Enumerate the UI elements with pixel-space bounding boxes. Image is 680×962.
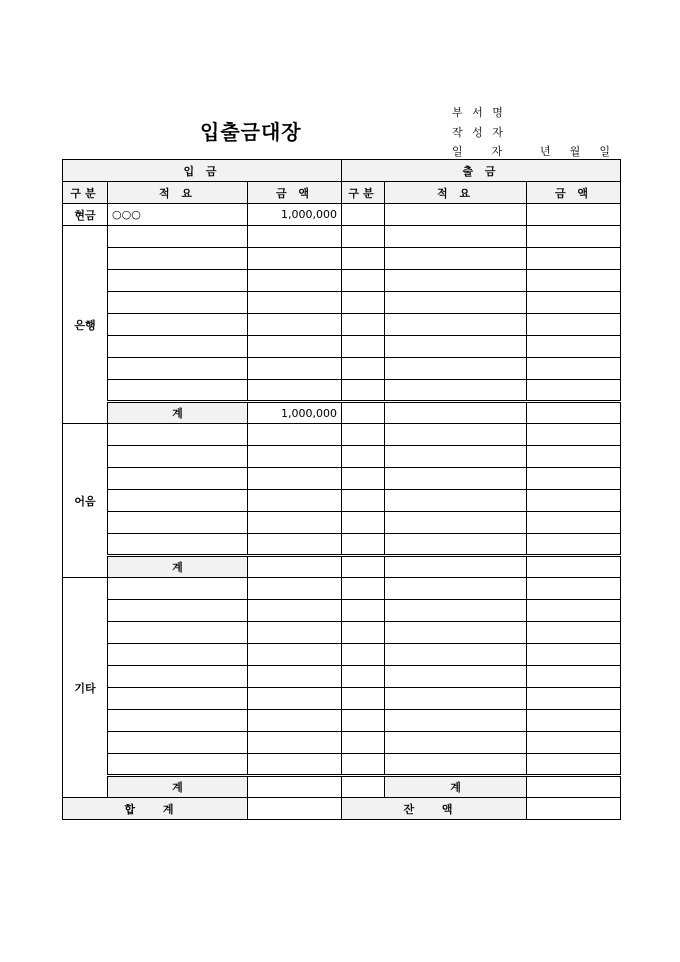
cell[interactable] <box>385 204 527 226</box>
cell[interactable] <box>342 644 385 666</box>
cell[interactable] <box>108 578 248 600</box>
cell[interactable] <box>108 754 248 776</box>
cell[interactable] <box>342 424 385 446</box>
table-row <box>63 490 621 512</box>
cell[interactable] <box>248 336 342 358</box>
cell[interactable] <box>385 754 527 776</box>
table-row <box>63 248 621 270</box>
cash-summary[interactable]: ○○○ <box>108 204 248 226</box>
cell[interactable] <box>248 666 342 688</box>
cell[interactable] <box>342 490 385 512</box>
cell[interactable] <box>527 270 621 292</box>
cell[interactable] <box>385 468 527 490</box>
section-header-row <box>63 160 621 182</box>
cell[interactable] <box>248 710 342 732</box>
cell[interactable] <box>108 292 248 314</box>
cell[interactable] <box>342 710 385 732</box>
income-amount-header: 금 액 <box>248 182 342 204</box>
cell[interactable] <box>527 424 621 446</box>
cash-row <box>63 204 621 226</box>
table-row <box>63 754 621 776</box>
cell[interactable] <box>108 314 248 336</box>
cell[interactable] <box>248 446 342 468</box>
cell[interactable] <box>342 446 385 468</box>
cell[interactable] <box>342 270 385 292</box>
table-row <box>63 512 621 534</box>
table-row <box>63 666 621 688</box>
table-row <box>63 534 621 556</box>
cell[interactable] <box>527 710 621 732</box>
cell[interactable] <box>108 424 248 446</box>
bank-sum-amount[interactable]: 1,000,000 <box>248 402 342 424</box>
cell[interactable] <box>108 666 248 688</box>
cell[interactable] <box>527 754 621 776</box>
cell[interactable] <box>248 270 342 292</box>
cell[interactable] <box>527 512 621 534</box>
cell[interactable] <box>248 424 342 446</box>
cell[interactable] <box>342 688 385 710</box>
cell[interactable] <box>342 402 385 424</box>
cell[interactable] <box>342 358 385 380</box>
cell[interactable] <box>108 688 248 710</box>
cell[interactable] <box>248 754 342 776</box>
cell[interactable] <box>108 710 248 732</box>
cell[interactable] <box>385 512 527 534</box>
cell[interactable] <box>248 490 342 512</box>
cell[interactable] <box>248 688 342 710</box>
cell[interactable] <box>108 534 248 556</box>
cell[interactable] <box>527 578 621 600</box>
cell[interactable] <box>248 644 342 666</box>
cell[interactable] <box>248 556 342 578</box>
cell[interactable] <box>248 600 342 622</box>
income-category-header: 구분 <box>63 182 108 204</box>
cell[interactable] <box>527 666 621 688</box>
cell[interactable] <box>385 600 527 622</box>
cell[interactable] <box>385 226 527 248</box>
cell[interactable] <box>108 446 248 468</box>
cell[interactable] <box>248 776 342 798</box>
table-row <box>63 358 621 380</box>
cell[interactable] <box>385 424 527 446</box>
cell[interactable] <box>248 358 342 380</box>
expense-amount-header: 금 액 <box>527 182 621 204</box>
expense-summary-header: 적 요 <box>385 182 527 204</box>
cell[interactable] <box>342 248 385 270</box>
cell[interactable] <box>385 710 527 732</box>
cell[interactable] <box>248 292 342 314</box>
cell[interactable] <box>385 446 527 468</box>
cell[interactable] <box>385 732 527 754</box>
month-label: 월 <box>569 145 581 158</box>
table-row <box>63 732 621 754</box>
cell[interactable] <box>527 468 621 490</box>
cell[interactable] <box>385 556 527 578</box>
cell[interactable] <box>385 644 527 666</box>
bank-subtotal-row <box>63 402 621 424</box>
cell[interactable] <box>527 314 621 336</box>
table-row <box>63 578 621 600</box>
cell[interactable] <box>527 622 621 644</box>
cell[interactable] <box>527 688 621 710</box>
table-row <box>63 424 621 446</box>
bill-sum-label: 계 <box>108 556 248 578</box>
balance-amount[interactable] <box>527 798 621 820</box>
table-row <box>63 270 621 292</box>
cell[interactable] <box>342 336 385 358</box>
cell[interactable] <box>342 754 385 776</box>
bill-label: 어음 <box>63 424 108 578</box>
expense-category-header: 구분 <box>342 182 385 204</box>
cash-amount[interactable]: 1,000,000 <box>248 204 342 226</box>
cell[interactable] <box>248 226 342 248</box>
cell[interactable] <box>108 490 248 512</box>
cell[interactable] <box>342 600 385 622</box>
income-summary-header: 적 요 <box>108 182 248 204</box>
cell[interactable] <box>108 380 248 402</box>
total-label: 합 계 <box>63 798 248 820</box>
table-row <box>63 446 621 468</box>
cell[interactable] <box>248 512 342 534</box>
cell[interactable] <box>248 534 342 556</box>
income-header: 입 금 <box>63 160 342 182</box>
table-row <box>63 380 621 402</box>
year-label: 년 <box>540 145 551 158</box>
cell[interactable] <box>108 226 248 248</box>
table-row <box>63 468 621 490</box>
cell[interactable] <box>248 732 342 754</box>
cell[interactable] <box>108 270 248 292</box>
author-label: 작 성 자 <box>452 126 506 139</box>
table-row <box>63 314 621 336</box>
cell[interactable] <box>248 622 342 644</box>
cell[interactable] <box>342 556 385 578</box>
cell[interactable] <box>342 204 385 226</box>
cell[interactable] <box>385 292 527 314</box>
date-fields <box>540 143 610 159</box>
cell[interactable] <box>527 490 621 512</box>
cell[interactable] <box>108 644 248 666</box>
cell[interactable] <box>342 292 385 314</box>
etc-label: 기타 <box>63 578 108 798</box>
cell[interactable] <box>248 314 342 336</box>
cell[interactable] <box>108 468 248 490</box>
cell[interactable] <box>385 688 527 710</box>
table-row <box>63 622 621 644</box>
bank-sum-label: 계 <box>108 402 248 424</box>
cell[interactable] <box>248 468 342 490</box>
cash-label: 현금 <box>63 204 108 226</box>
day-label: 일 <box>599 145 610 158</box>
cell[interactable] <box>385 622 527 644</box>
cell[interactable] <box>527 226 621 248</box>
cell[interactable] <box>342 468 385 490</box>
cell[interactable] <box>385 358 527 380</box>
cell[interactable] <box>385 380 527 402</box>
cell[interactable] <box>527 534 621 556</box>
cell[interactable] <box>108 248 248 270</box>
cell[interactable] <box>385 666 527 688</box>
cell[interactable] <box>527 732 621 754</box>
cell[interactable] <box>527 292 621 314</box>
total-amount[interactable] <box>248 798 342 820</box>
table-row <box>63 710 621 732</box>
table-row <box>63 644 621 666</box>
cell[interactable] <box>342 578 385 600</box>
cell[interactable] <box>385 534 527 556</box>
cell[interactable] <box>385 314 527 336</box>
expense-header: 출 금 <box>342 160 621 182</box>
cell[interactable] <box>108 512 248 534</box>
cell[interactable] <box>342 380 385 402</box>
balance-label: 잔 액 <box>342 798 527 820</box>
cell[interactable] <box>248 380 342 402</box>
cell[interactable] <box>527 446 621 468</box>
cell[interactable] <box>527 556 621 578</box>
table-row <box>63 226 621 248</box>
cell[interactable] <box>527 248 621 270</box>
bank-label: 은행 <box>63 226 108 424</box>
cell[interactable] <box>527 644 621 666</box>
cell[interactable] <box>385 490 527 512</box>
cell[interactable] <box>527 380 621 402</box>
cell[interactable] <box>342 622 385 644</box>
column-header-row <box>63 182 621 204</box>
cell[interactable] <box>342 314 385 336</box>
bill-subtotal-row <box>63 556 621 578</box>
ledger-table <box>62 159 621 820</box>
cell[interactable] <box>108 732 248 754</box>
cell[interactable] <box>385 248 527 270</box>
page-title: 입출금대장 <box>200 120 302 144</box>
cell[interactable] <box>385 402 527 424</box>
table-row <box>63 336 621 358</box>
cell[interactable] <box>342 776 385 798</box>
cell[interactable] <box>108 622 248 644</box>
cell[interactable] <box>527 358 621 380</box>
cell[interactable] <box>527 204 621 226</box>
cell[interactable] <box>527 336 621 358</box>
table-row <box>63 600 621 622</box>
etc-sum-label: 계 <box>108 776 248 798</box>
cell[interactable] <box>108 336 248 358</box>
cell[interactable] <box>342 512 385 534</box>
cell[interactable] <box>108 358 248 380</box>
cell[interactable] <box>248 578 342 600</box>
date-label: 일 자 <box>452 145 506 158</box>
cell[interactable] <box>342 732 385 754</box>
cell[interactable] <box>527 600 621 622</box>
cell[interactable] <box>385 578 527 600</box>
cell[interactable] <box>108 600 248 622</box>
cell[interactable] <box>527 776 621 798</box>
table-row <box>63 292 621 314</box>
footer-row <box>63 798 621 820</box>
cell[interactable] <box>342 666 385 688</box>
cell[interactable] <box>342 226 385 248</box>
dept-label: 부 서 명 <box>452 106 506 119</box>
expense-sum-label: 계 <box>385 776 527 798</box>
cell[interactable] <box>248 248 342 270</box>
cell[interactable] <box>385 270 527 292</box>
cell[interactable] <box>342 534 385 556</box>
cell[interactable] <box>385 336 527 358</box>
etc-subtotal-row <box>63 776 621 798</box>
table-row <box>63 688 621 710</box>
cell[interactable] <box>527 402 621 424</box>
